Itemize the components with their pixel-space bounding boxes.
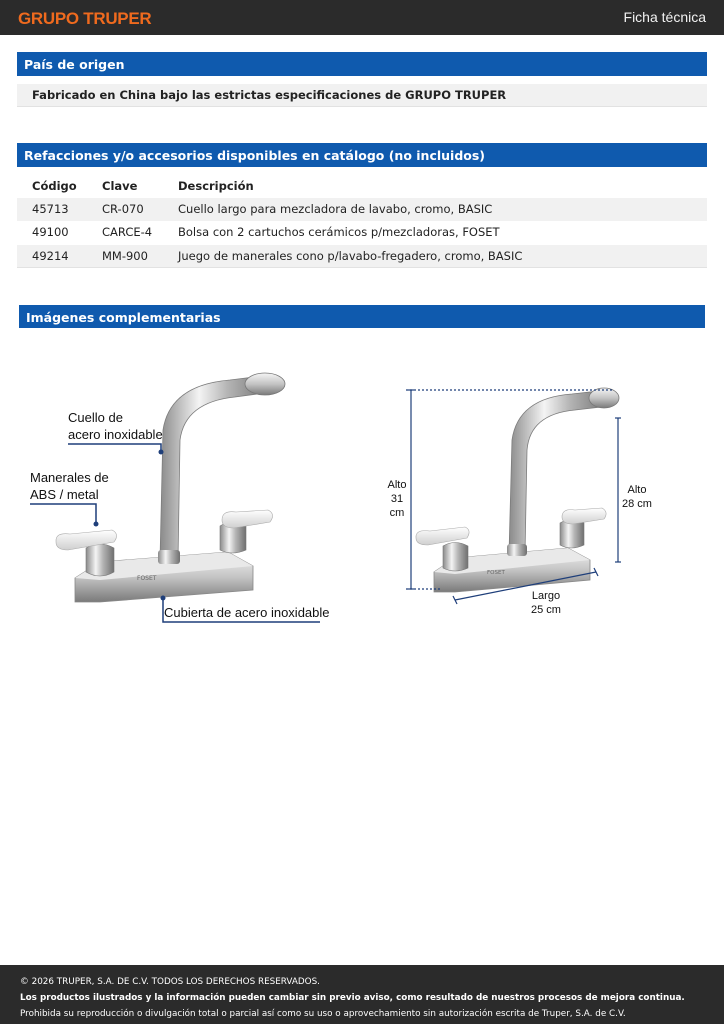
callout-dot	[161, 596, 166, 601]
dim-alto-total-value: 31 cm	[389, 493, 405, 519]
footer-copyright: © 2026 TRUPER, S.A. DE C.V. TODOS LOS DERECHOS RESERVADOS.	[20, 977, 320, 987]
callout-cover: Cubierta de acero inoxidable	[164, 605, 330, 620]
cell-descripcion: Bolsa con 2 cartuchos cerámicos p/mezcladoras, FOSET	[178, 225, 500, 239]
cell-clave: MM-900	[102, 248, 148, 263]
footer-prohibition: Prohibida su reproducción o divulgación total o parcial así como su uso o aprovechamiento sin autorización escrita de Truper, S.A. de C.V.	[20, 1009, 626, 1019]
dim-alto-spout	[621, 483, 653, 511]
column-header-descripcion: Descripción	[178, 179, 254, 193]
callout-handles	[30, 469, 109, 503]
base-brand-left: FOSET	[137, 575, 157, 582]
dim-alto-total-label: Alto	[387, 479, 407, 491]
table-row	[17, 198, 707, 222]
accessories-table	[17, 174, 707, 268]
doc-type-label: Ficha técnica	[623, 9, 706, 25]
footer	[0, 965, 724, 1024]
section-header-origin: País de origen	[17, 52, 707, 76]
origin-text: Fabricado en China bajo las estrictas especificaciones de GRUPO TRUPER	[17, 84, 707, 107]
dim-alto-total	[384, 478, 410, 520]
brand-logo: GRUPO TRUPER	[18, 9, 152, 28]
cell-clave: CR-070	[102, 201, 144, 216]
cell-codigo: 49100	[32, 225, 69, 239]
table-row	[17, 245, 707, 269]
dim-alto-spout-label: Alto	[627, 484, 647, 496]
callout-neck-line2: acero inoxidable	[68, 427, 163, 442]
dim-alto-spout-value: 28 cm	[622, 498, 652, 510]
dim-largo	[530, 589, 562, 617]
cell-descripcion: Juego de manerales cono p/lavabo-fregadero, cromo, BASIC	[178, 248, 523, 263]
dim-largo-label: Largo	[531, 590, 561, 602]
callout-dot	[94, 522, 99, 527]
cell-codigo: 45713	[32, 201, 69, 216]
column-header-clave: Clave	[102, 179, 138, 193]
top-bar	[0, 0, 724, 35]
callout-handles-line2: ABS / metal	[30, 487, 99, 502]
callout-dot	[159, 450, 164, 455]
callout-neck-line1: Cuello de	[68, 410, 123, 425]
cell-descripcion: Cuello largo para mezcladora de lavabo, cromo, BASIC	[178, 201, 493, 216]
section-header-images: Imágenes complementarias	[19, 305, 705, 328]
table-row	[17, 221, 707, 245]
callout-neck	[68, 409, 163, 443]
base-brand-right: FOSET	[487, 570, 505, 576]
table-header-row	[17, 174, 707, 198]
column-header-codigo: Código	[32, 179, 77, 193]
faucet-right	[416, 388, 619, 592]
footer-notice: Los productos ilustrados y la información pueden cambiar sin previo aviso, como resultado de nuestros procesos de mejora continua.	[20, 993, 685, 1003]
callout-handles-line1: Manerales de	[30, 470, 109, 485]
cell-clave: CARCE-4	[102, 225, 153, 239]
complementary-images	[0, 340, 724, 640]
dim-largo-value: 25 cm	[531, 604, 561, 616]
section-header-accessories: Refacciones y/o accesorios disponibles en catálogo (no incluidos)	[17, 143, 707, 167]
cell-codigo: 49214	[32, 248, 69, 263]
